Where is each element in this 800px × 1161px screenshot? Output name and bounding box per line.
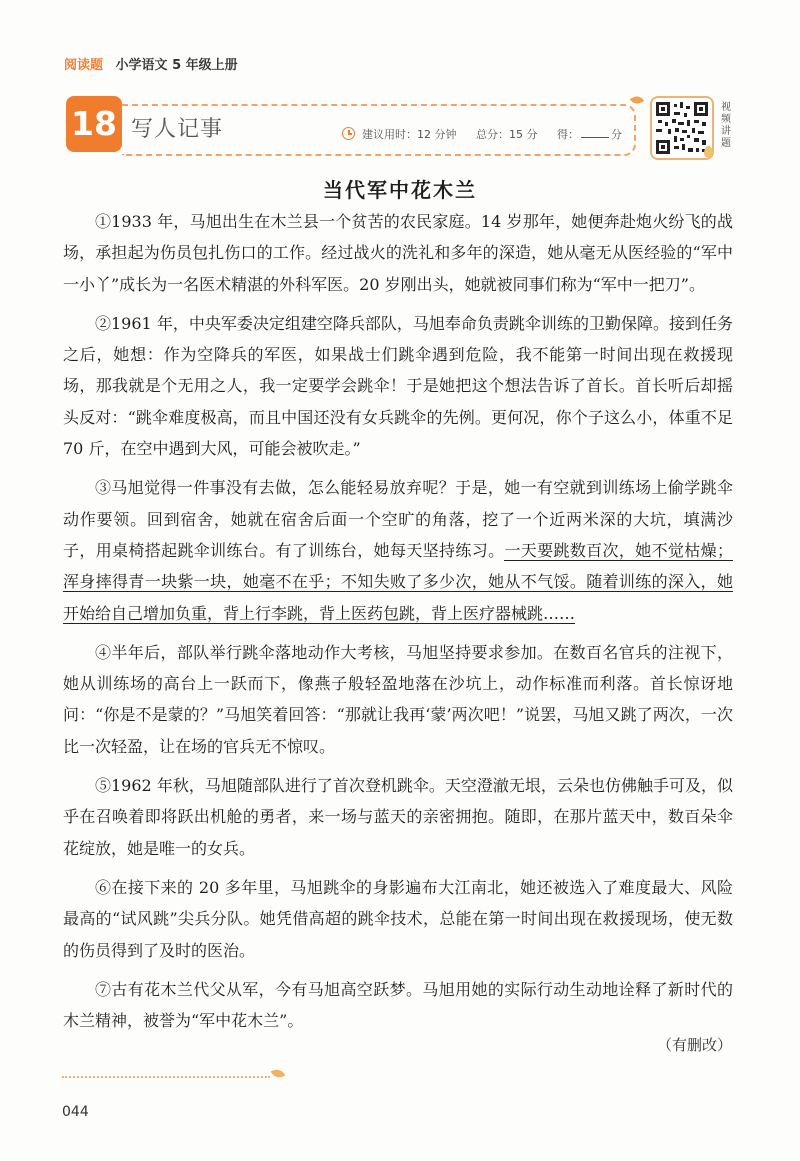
suggested-time: 建议用时：12 分钟	[362, 128, 457, 141]
underlined-passage: 一天要跳数百次，她不觉枯燥；浑身摔得青一块紫一块，她毫不在乎；不知失败了多少次，她从不气馁。随着训练的深入，她开始给自己增加负重，背上行李跳，背上医药包跳，背上医疗器械跳……	[63, 540, 733, 623]
paragraph-6: ⑥在接下来的 20 多年里，马旭跳伞的身影遍布大江南北，她还被选入了难度最大、风险最高的“试风跳”尖兵分队。她凭借高超的跳伞技术，总能在第一时间出现在救援现场，使无数的伤员得到了及时的医治。	[63, 877, 733, 960]
lesson-meta	[362, 126, 638, 142]
running-header	[64, 54, 238, 73]
header-category: 阅读题	[64, 58, 104, 73]
paragraph-3	[63, 472, 733, 628]
paragraph-3-text: ③马旭觉得一件事没有去做，怎么能轻易放弃呢？于是，她一有空就到训练场上偷学跳伞动作要领。回到宿舍，她就在宿舍后面一个空旷的角落，挖了一个近两米深的大坑，填满沙子，用桌椅搭起跳伞训练台。有了训练台，她每天坚持练习。	[63, 478, 733, 560]
paragraph-1: ①1933 年，马旭出生在木兰县一个贫苦的农民家庭。14 岁那年，她便奔赴炮火纷飞的战场，承担起为伤员包扎伤口的工作。经过战火的洗礼和多年的深造，她从毫无从医经验的“军中一小丫”成长为一名医术精湛的外科军医。20 岁刚出头，她就被同事们称为“军中一把刀”。	[63, 212, 733, 294]
leaf-icon	[271, 1067, 285, 1080]
article-title: 当代军中花木兰	[323, 178, 477, 202]
paragraph-4: ④半年后，部队举行跳伞落地动作大考核，马旭坚持要求参加。在数百名官兵的注视下，她从训练场的高台上一跃而下，像燕子般轻盈地落在沙坑上，动作标准而利落。首长惊讶地问：“你是不是蒙的？”马旭笑着回答：“那就让我再‘蒙’两次吧！”说罢，马旭又跳了两次，一次比一次轻盈，让在场的官兵无不惊叹。	[63, 642, 733, 756]
qr-code-pattern	[656, 102, 708, 154]
paragraph-7: ⑦古有花木兰代父从军，今有马旭高空跃梦。马旭用她的实际行动生动地诠释了新时代的木兰精神，被誉为“军中花木兰”。	[63, 979, 733, 1031]
leaf-icon	[630, 94, 644, 106]
lesson-badge	[66, 96, 122, 152]
video-explanation-label: 视频讲题	[721, 102, 731, 149]
article-body	[63, 206, 733, 1044]
total-score: 总分：15 分	[476, 128, 538, 141]
lesson-title: 写人记事	[131, 117, 224, 142]
header-book: 小学语文 5 年级上册	[115, 58, 238, 73]
paragraph-2: ②1961 年，中央军委决定组建空降兵部队，马旭奉命负责跳伞训练的卫勤保障。接到任务之后，她想：作为空降兵的军医，如果战士们跳伞遇到危险，我不能第一时间出现在救援现场，那我就是个无用之人，我一定要学会跳伞！于是她把这个想法告诉了首长。首长听后却摇头反对：“跳伞难度极高，而且中国还没有女兵跳伞的先例。更何况，你个子这么小，体重不足 70 斤，在空中遇到大风，可能会被吹走。”	[63, 313, 733, 459]
drop-icon	[704, 146, 713, 158]
score-unit: 分	[611, 128, 622, 141]
paragraph-5: ⑤1962 年秋，马旭随部队进行了首次登机跳伞。天空澄澈无垠，云朵也仿佛触手可及，似乎在召唤着即将跃出机舱的勇者，来一场与蓝天的亲密拥抱。随即，在那片蓝天中，数百朵伞花绽放，她是唯一的女兵。	[63, 776, 733, 858]
source-note: （有删改）	[656, 1036, 732, 1054]
clock-icon	[342, 127, 355, 140]
score-blank	[581, 137, 609, 138]
score-label: 得：	[557, 128, 579, 141]
lesson-number: 18	[71, 104, 117, 143]
page-number: 044	[62, 1104, 89, 1120]
dotted-divider	[62, 1076, 270, 1078]
